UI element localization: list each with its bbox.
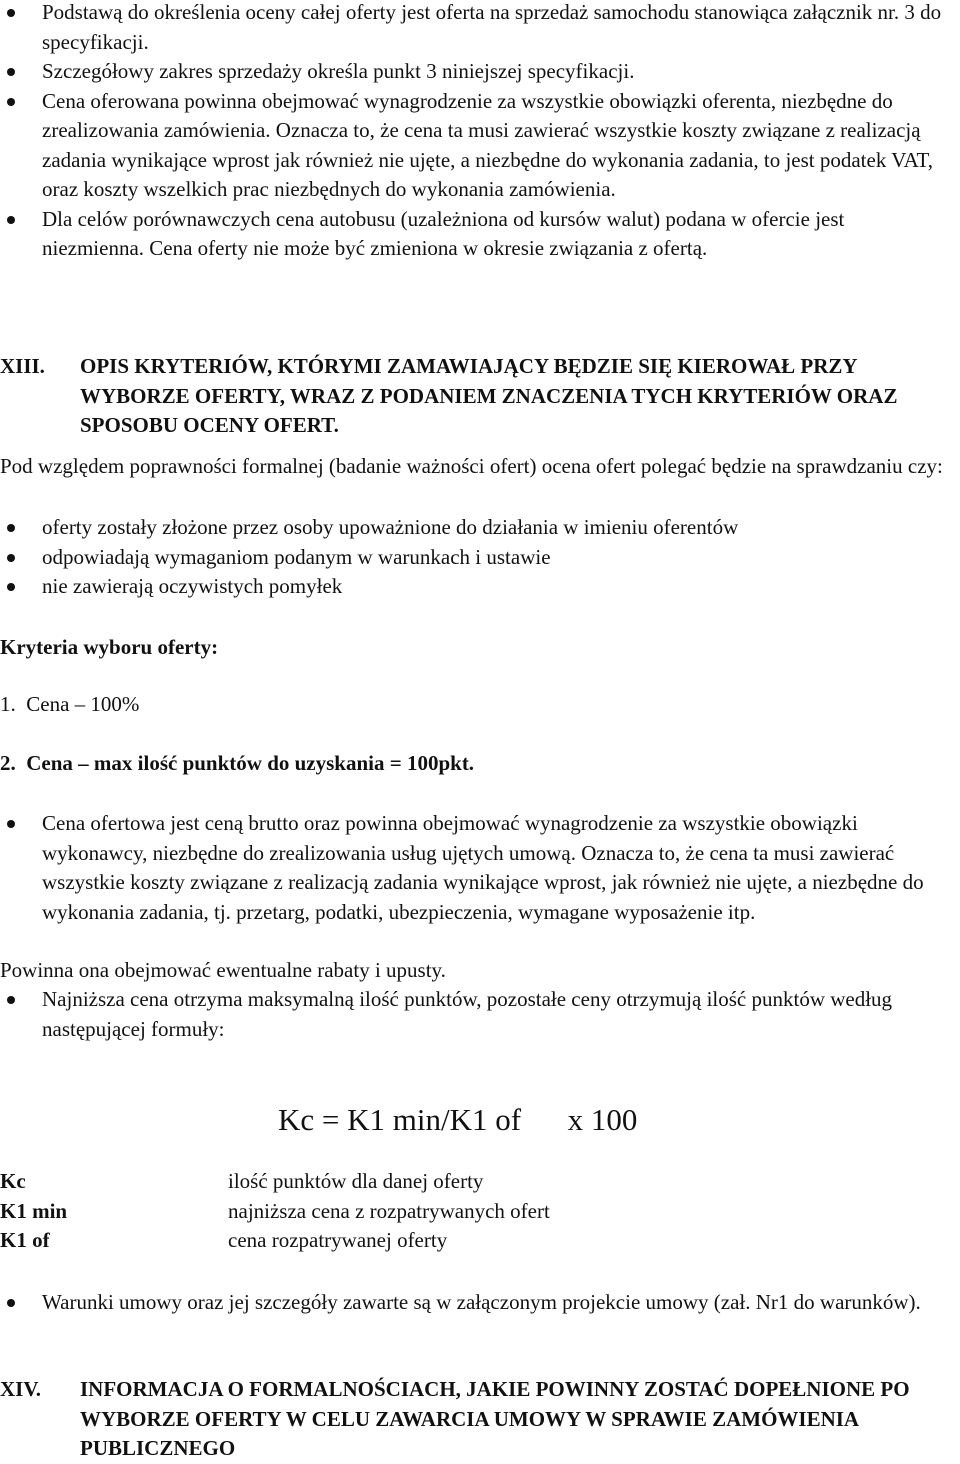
bullet-icon (7, 9, 15, 17)
list-item (0, 0, 950, 57)
section-title: OPIS KRYTERIÓW, KTÓRYMI ZAMAWIAJĄCY BĘDZIE SIĘ KIEROWAŁ PRZY WYBORZE OFERTY, WRAZ Z PODANIEM ZNACZENIA TYCH KRYTERIÓW ORAZ SPOSOBU OCENY OFERT. (80, 354, 898, 437)
price-bullet-list (0, 809, 950, 927)
definition-desc: ilość punktów dla danej oferty (228, 1169, 484, 1193)
list-item (0, 57, 950, 87)
bullet-text: Dla celów porównawczych cena autobusu (uzależniona od kursów walut) podana w ofercie jest niezmienna. Cena oferty nie może być zmieniona w okresie związania z ofertą. (42, 206, 845, 260)
definition-term: Kc (0, 1169, 26, 1193)
bullet-icon (7, 1299, 15, 1307)
bullet-icon (7, 68, 15, 76)
discount-paragraph: Powinna ona obejmować ewentualne rabaty i upusty. (0, 958, 446, 982)
definition-row (0, 1197, 955, 1227)
list-item (0, 985, 950, 1044)
bullet-text: Podstawą do określenia oceny całej oferty jest oferta na sprzedaż samochodu stanowiąca załącznik nr. 3 do specyfikacji. (42, 0, 942, 54)
bullet-icon (7, 583, 15, 591)
section-number: XIII. (0, 354, 45, 378)
definition-row (0, 1167, 955, 1197)
criterion-2: 2. Cena – max ilość punktów do uzyskania = 100pkt. (0, 751, 475, 775)
bullet-icon (7, 216, 15, 224)
bullet-icon (7, 98, 15, 106)
bullet-text: Warunki umowy oraz jej szczegóły zawarte są w załączonym projekcie umowy (zał. Nr1 do warunków). (42, 1290, 921, 1314)
bullet-text: Cena oferowana powinna obejmować wynagrodzenie za wszystkie obowiązki oferenta, niezbędne do zrealizowania zamówienia. Oznacza to, że cena ta musi zawierać wszystkie koszty związane z realizacją zadania wynikające wprost jak również nie ujęte, a niezbędne do wykonania zadania, to jest podatek VAT, oraz koszty wszelkich prac niezbędnych do wykonania zamówienia. (42, 88, 934, 201)
intro-bullet-list (0, 0, 950, 264)
points-formula: Kc = K1 min/K1 of x 100 (278, 1102, 638, 1137)
section-number: XIV. (0, 1377, 42, 1401)
list-item (0, 87, 950, 205)
list-item (0, 543, 950, 573)
bullet-icon (7, 554, 15, 562)
bullet-text: Cena ofertowa jest ceną brutto oraz powinna obejmować wynagrodzenie za wszystkie obowiązki wykonawcy, niezbędne do zrealizowania usług ujętych umową. Oznacza to, że cena ta musi zawierać wszystkie koszty związane z realizacją zadania wynikające wprost, jak również nie ujęte, a niezbędne do wykonania zadania, tj. przetarg, podatki, ubezpieczenia, wymagane wyposażenie itp. (42, 811, 924, 924)
list-item (0, 1288, 950, 1318)
definition-desc: cena rozpatrywanej oferty (228, 1228, 448, 1252)
criterion-1: 1. Cena – 100% (0, 692, 140, 716)
formula-definitions (0, 1167, 955, 1256)
section-title: INFORMACJA O FORMALNOŚCIACH, JAKIE POWINNY ZOSTAĆ DOPEŁNIONE PO WYBORZE OFERTY W CELU ZAWARCIA UMOWY W SPRAWIE ZAMÓWIENIA PUBLICZNEGO (80, 1377, 910, 1460)
bullet-text: Szczegółowy zakres sprzedaży określa punkt 3 niniejszej specyfikacji. (42, 59, 635, 83)
list-item (0, 809, 950, 927)
definition-desc: najniższa cena z rozpatrywanych ofert (228, 1198, 550, 1223)
list-item (0, 513, 950, 543)
bullet-text: nie zawierają oczywistych pomyłek (42, 574, 343, 598)
contract-bullet-list (0, 1288, 950, 1318)
bullet-text: Najniższa cena otrzyma maksymalną ilość punktów, pozostałe ceny otrzymują ilość punktów według następującej formuły: (42, 987, 893, 1041)
bullet-text: oferty zostały złożone przez osoby upoważnione do działania w imieniu oferentów (42, 515, 739, 539)
bullet-icon (7, 820, 15, 828)
section-14-heading (0, 1375, 955, 1464)
list-item (0, 205, 950, 264)
bullet-text: odpowiadają wymaganiom podanym w warunkach i ustawie (42, 544, 551, 569)
definition-term: K1 min (0, 1198, 68, 1223)
list-item (0, 572, 950, 602)
bullet-icon (7, 524, 15, 532)
definition-row (0, 1226, 955, 1256)
section-13-heading (0, 352, 955, 441)
definition-term: K1 of (0, 1228, 50, 1252)
lowest-price-bullet-list (0, 985, 950, 1044)
criteria-heading: Kryteria wyboru oferty: (0, 635, 219, 659)
formal-intro-paragraph: Pod względem poprawności formalnej (badanie ważności ofert) ocena ofert polegać będzie na sprawdzaniu czy: (0, 454, 943, 478)
bullet-icon (7, 996, 15, 1004)
formal-bullet-list (0, 513, 950, 602)
